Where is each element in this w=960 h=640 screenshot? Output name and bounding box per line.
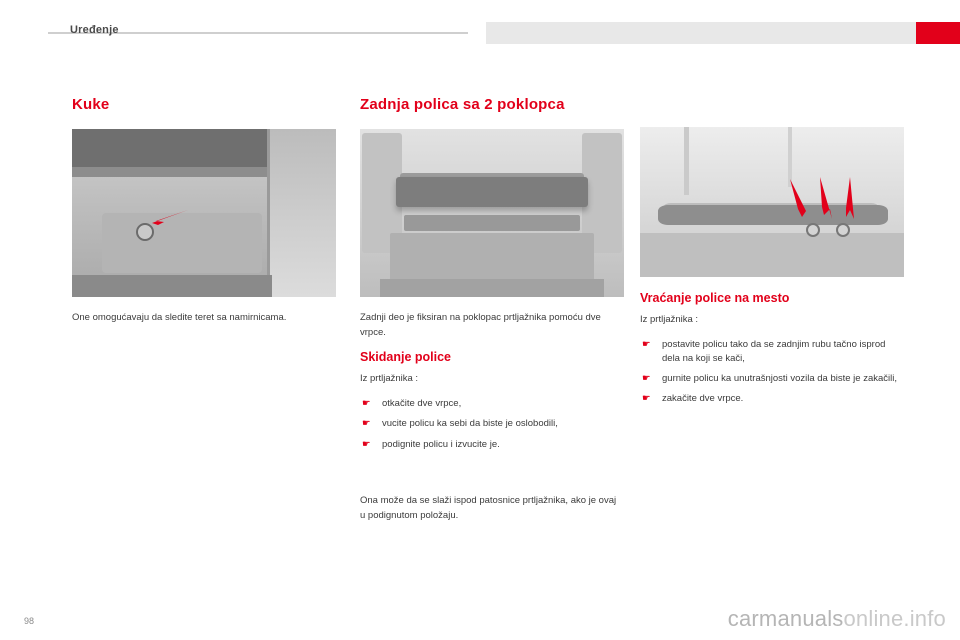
column-middle — [360, 96, 624, 533]
list-item — [360, 438, 624, 452]
list-item-label: podignite policu i izvucite je. — [382, 438, 500, 450]
header-red-block — [916, 22, 960, 44]
list-item-label: otkačite dve vrpce, — [382, 398, 462, 410]
header-grey-block — [486, 22, 916, 44]
arrow-bullet-icon: ☛ — [642, 338, 651, 350]
page-title-hooks: Kuke — [72, 96, 110, 113]
arrow-bullet-icon: ☛ — [362, 438, 371, 450]
page-number: 98 — [24, 616, 35, 626]
watermark-part-b: online — [843, 606, 904, 631]
list-item-label: vucite policu ka sebi da biste je oslobodili, — [382, 418, 558, 430]
list-item-label: gurnite policu ka unutrašnjosti vozila da biste je zakačili, — [662, 373, 897, 385]
list-item — [360, 397, 624, 411]
watermark — [728, 606, 946, 632]
list-item — [640, 372, 904, 386]
arrow-bullet-icon: ☛ — [642, 373, 651, 385]
column-right — [640, 96, 904, 413]
arrow-icon — [142, 207, 190, 227]
list-item-label: zakačite dve vrpce. — [662, 393, 744, 405]
arrow-bullet-icon: ☛ — [642, 393, 651, 405]
parcel-shelf-in-boot-image — [360, 129, 624, 297]
column-left — [72, 96, 336, 336]
list-item — [360, 417, 624, 431]
hook-in-boot-side-panel-image — [72, 129, 336, 297]
parcel-shelf — [396, 177, 588, 207]
arrow-bullet-icon: ☛ — [362, 418, 371, 430]
watermark-part-a: carmanuals — [727, 606, 844, 631]
subtitle-refit-shelf: Vraćanje police na mesto — [640, 291, 790, 305]
arrow-icon — [780, 175, 870, 231]
refit-shelf-steps — [640, 338, 904, 407]
arrow-bullet-icon: ☛ — [362, 398, 371, 410]
list-item-label: postavite policu tako da se zadnjim rubu tačno isprod dela na koji se kači, — [662, 338, 886, 364]
page-title-rear-shelf: Zadnja polica sa 2 poklopca — [360, 96, 565, 113]
remove-shelf-steps — [360, 397, 624, 452]
refit-shelf-list-intro: Iz prtljažnika : — [640, 314, 699, 325]
rear-shelf-note: Ona može da se slaži ispod patosnice prtljažnika, ako je ovaj u podignutom položaju. — [360, 494, 617, 521]
breadcrumb: Uređenje — [70, 24, 119, 36]
watermark-part-c: .info — [903, 606, 946, 631]
page-header — [0, 22, 960, 44]
shelf-mounting-points-image — [640, 127, 904, 277]
list-item — [640, 338, 904, 367]
subtitle-remove-shelf: Skidanje police — [360, 350, 452, 365]
list-item — [640, 392, 904, 406]
remove-shelf-list-intro: Iz prtljažnika : — [360, 373, 419, 385]
hooks-caption: One omogućavaju da sledite teret sa namirnicama. — [72, 312, 287, 323]
rear-shelf-intro: Zadnji deo je fiksiran na poklopac prtljažnika pomoću dve vrpce. — [360, 312, 601, 338]
